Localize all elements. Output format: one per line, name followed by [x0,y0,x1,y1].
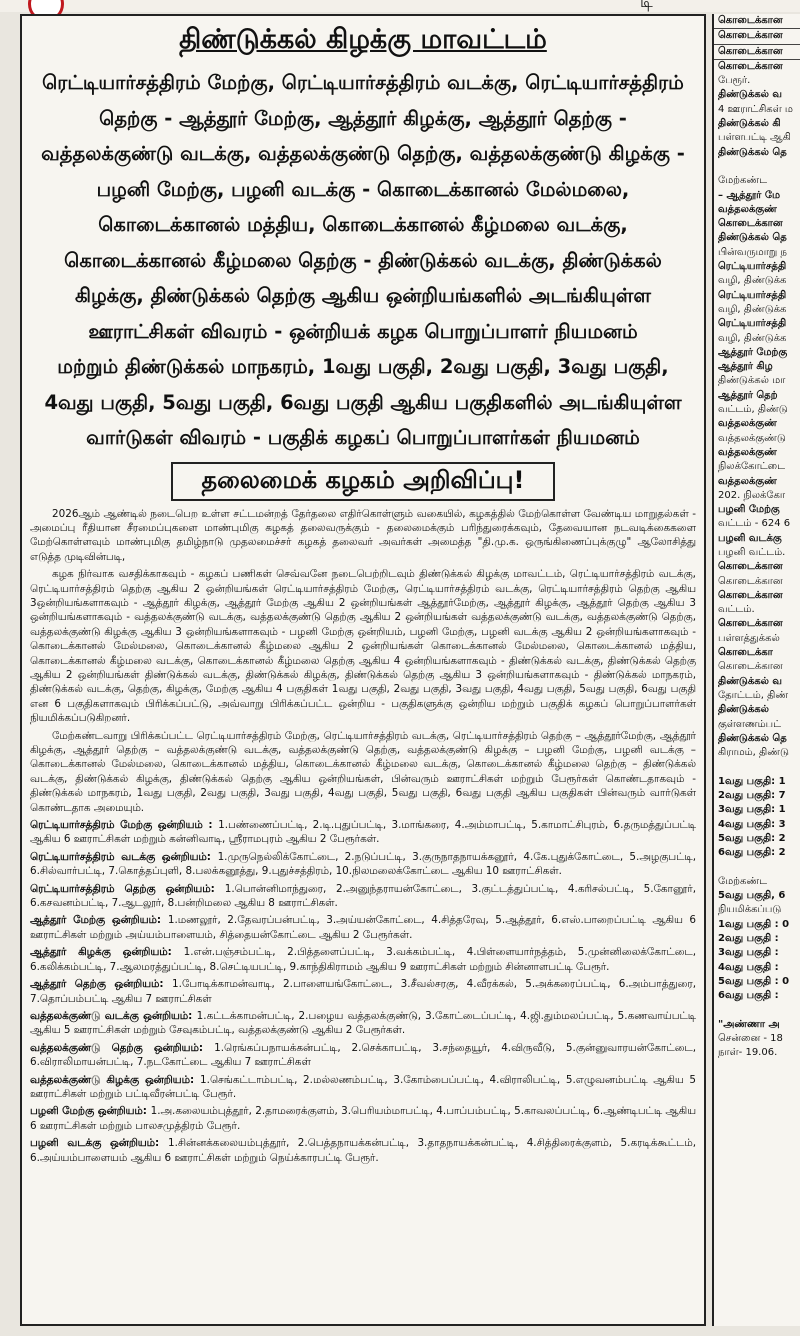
right-column-line: 202. நிலக்கோ [718,489,786,501]
right-column-line: திண்டுக்கல் [718,704,769,716]
right-column-line: கொடைக்கான [718,561,783,573]
union-name: வத்தலக்குண்டு தெற்கு ஒன்றியம்: [30,1041,215,1054]
union-entry [30,1104,696,1133]
right-column-line: 5வது பகுதி, 6 [718,890,786,902]
right-column-line: 4 ஊராட்சிகள் ம [718,103,793,115]
right-column-line: மேற்கண்ட [718,875,768,887]
right-column-line: வட்டம் - 624 6 [718,518,791,530]
union-entry [30,945,696,974]
union-villages: 1.கட்டக்காமன்பட்டி, 2.பழைய வத்தலக்குண்டு, 3.கோட்டைப்பட்டி, 4.ஜி.தும்மலப்பட்டி, 5.கணவாய்பட்டி ஆகிய 5 ஊராட்சிகள் மற்றும் சேவுகம்பட்டி, வத்தலக்குண்டு ஆகிய 2 பேரூர்கள். [30,1009,696,1037]
right-column-line: ரெட்டியார்சத்தி [718,318,787,330]
union-villages: 1.என்.பஞ்சம்பட்டி, 2.பித்தளைப்பட்டி, 3.வக்கம்பட்டி, 4.பிள்ளையார்நத்தம், 5.முன்னிலைக்கோட்டை, 6.கலிக்கம்பட்டி, 7.ஆலமரத்துப்பட்டி, 8.செட்டியபட்டி, 9.காந்திகிராமம் ஆகிய 9 ஊராட்சிகள் மற்றும் சின்னாளபட்டி பேரூர். [30,946,696,973]
right-column-line: கொடைக்கான [718,661,783,673]
right-column-line [714,760,800,774]
right-column-line [714,861,800,875]
union-entry [30,850,696,879]
union-villages: 1.முருநெல்லிக்கோட்டை, 2.நடுப்பட்டி, 3.குருநாதநாயக்கனூர், 4.கே.புதுக்கோட்டை, 5.அழகுபட்டி, 6.சில்வார்பட்டி, 7.கொத்தப்புளி, 8.பலக்கனூத்து, 9.புதுச்சத்திரம், 10.நிலமலைக்கோட்டை ஆகிய 10 ஊராட்சிகள். [30,850,696,878]
right-column-line: கொடைக்கான [714,14,800,29]
right-column-line [714,160,800,174]
union-villages: 1.பொன்னிமாந்துரை, 2.அனுந்தராயன்கோட்டை, 3.குட்டத்துப்பட்டி, 4.கரிசல்பட்டி, 5.கோனூர், 6.கசவனம்பட்டி, 7.ஆடலூர், 8.பன்றிமலை ஆகிய 8 ஊராட்சிகள். [30,882,696,910]
union-entry [30,882,696,911]
right-column-line: வத்தலக்குண் [718,475,777,487]
right-column-line: ஆத்தூர் கிழ [718,361,773,373]
right-column-line: வத்தலக்குண் [718,446,777,458]
union-name: ரெட்டியார்சத்திரம் தெற்கு ஒன்றியம்: [30,882,225,895]
right-column-line: நாள்- 19.06. [718,1047,778,1059]
right-column-line: ஆத்தூர் தெற் [718,389,778,401]
right-column-line: 5வது பகுதி: 2 [718,832,786,844]
union-villages: 1.சின்னக்கலையம்புத்தூர், 2.பெத்தநாயக்கன்பட்டி, 3.தாதநாயக்கன்பட்டி, 4.சித்திரைக்குளம், 5.கரடிக்கூட்டம், 6.அய்யம்பாளையம் ஆகிய 6 ஊராட்சிகள் மற்றும் நெய்க்காரபட்டி பேரூர். [30,1137,696,1164]
union-villages: 1.மணலூர், 2.தேவரப்பன்பட்டி, 3.அய்யன்கோட்டை, 4.சித்தரேவு, 5.ஆத்தூர், 6.எஸ்.பாறைப்பட்டி ஆகிய 6 ஊராட்சிகள் மற்றும் அய்யம்பாளையம், சித்தையன்கோட்டை ஆகிய 2 பேரூர்கள். [30,914,696,941]
right-column-line: வட்டம். [718,604,755,616]
union-villages: 1.அ.கலையம்புத்தூர், 2.தாமரைக்குளம், 3.பெரியம்மாபட்டி, 4.பாப்பம்பட்டி, 5.காவலப்பட்டி, 6.ஆண்டிபட்டி ஆகிய 6 ஊராட்சிகள் மற்றும் பாலசமுத்திரம் பேரூர். [30,1105,696,1132]
right-column-line: 1வது பகுதி: 1 [718,775,786,787]
right-column-line: 3வது பகுதி : [718,947,779,959]
announcement-panel [20,14,706,1326]
right-column-line: பள்ளபட்டி ஆகி [718,132,791,144]
union-entry [30,913,696,942]
right-column-line: கொடைக்கான [714,29,800,44]
right-column-line: வழி, திண்டுக்க [718,275,787,287]
right-column-line: திண்டுக்கல் தெ [718,232,787,244]
union-entry [30,1073,696,1102]
union-list [30,818,696,1165]
right-column-line: பள்ளத்துக்கல் [718,632,780,644]
right-column-line: "அண்ணா அ [718,1018,780,1030]
right-column-line: – ஆத்தூர் மே [718,189,781,201]
right-column-line: ஆத்தூர் மேற்கு [718,346,788,358]
union-villages: 1.ரெங்கப்பநாயக்கன்பட்டி, 2.செக்காபட்டி, 3.சந்தையூர், 4.விருவீடு, 5.குன்னுவாரயன்கோட்டை, 6.விராலிமாயன்பட்டி, 7.நடகோட்டை ஆகிய 7 ஊராட்சிகள் [30,1041,696,1069]
right-column-line: தோட்டம், திண் [718,689,789,701]
right-column-line: வழி, திண்டுக்க [718,303,787,315]
paragraph-intro: 2026ஆம் ஆண்டில் நடைபெற உள்ள சட்டமன்றத் தேர்தலை எதிர்கொள்ளும் வகையில், கழகத்தில் மேற்கொள்ள வேண்டிய மாறுதல்கள் - அமைப்பு ரீதியான சீரமைப்புகளை மாண்புமிகு கழகத் தலைவருக்கும் - தலைமைக்கும் பரிந்துரைக்கவும், தேவையான நடவடிக்கைகளை மேற்கொள்ளவும் மாண்புமிகு தமிழ்நாடு முதலமைச்சர் கழகத் தலைவர் அவர்கள் அமைத்த "தி.மு.க. ஒருங்கிணைப்புக்குழு" ஆலோசித்து எடுத்த முடிவின்படி, [30,507,696,563]
union-name: ஆத்தூர் தெற்கு ஒன்றியம்: [30,978,173,991]
notice-body [22,507,704,1165]
right-column-line: கொடைக்கான [718,218,783,230]
union-name: வத்தலக்குண்டு வடக்கு ஒன்றியம்: [30,1009,197,1022]
right-column-line: 2வது பகுதி: 7 [718,790,786,802]
right-column-line: கொடைக்கான [718,589,783,601]
right-column-line: வத்தலக்குண்டு [718,432,786,444]
right-column-line: நியமிக்கப்படு [718,904,782,916]
right-column-line: கொடைக்கான [718,618,783,630]
right-column-line: வழி, திண்டுக்க [718,332,787,344]
right-column-line: சென்னை - 18 [718,1033,783,1045]
union-name: பழனி வடக்கு ஒன்றியம்: [30,1137,168,1150]
right-column-line: ரெட்டியார்சத்தி [718,289,787,301]
right-column-line: 6வது பகுதி: 2 [718,847,786,859]
right-column-line: 2வது பகுதி : [718,933,779,944]
right-column-line: கொடைக்கான [714,45,800,60]
right-column-line [714,1003,800,1017]
right-column-line: பழனி வடக்கு [718,532,782,544]
paragraph-details: மேற்கண்டவாறு பிரிக்கப்பட்ட ரெட்டியார்சத்திரம் மேற்கு, ரெட்டியார்சத்திரம் வடக்கு, ரெட்டியார்சத்திரம் தெற்கு – ஆத்தூர்மேற்கு, ஆத்தூர் கிழக்கு, ஆத்தூர் தெற்கு – வத்தலக்குண்டு வடக்கு, வத்தலக்குண்டு தெற்கு, வத்தலக்குண்டு கிழக்கு – பழனி மேற்கு, பழனி வடக்கு – கொடைக்கானல் மேல்மலை, கொடைக்கானல் மத்திய, கொடைக்கானல் கீழ்மலை வடக்கு, கொடைக்கானல் கீழ்மலை தெற்கு – திண்டுக்கல் வடக்கு, திண்டுக்கல் கிழக்கு, திண்டுக்கல் தெற்கு ஆகிய ஒன்றியங்கள், பின்வரும் ஊராட்சிகள் மற்றும் பேரூர்கள் கொண்டதாகவும் - திண்டுக்கல் மாநகரம், 1வது பகுதி, 2வது பகுதி, 3வது பகுதி, 4வது பகுதி, 5வது பகுதி, 6வது பகுதி ஆகிய பகுதிகள் பின்வரும் வார்டுகள் கொண்டதாக அமையும். [30,729,696,814]
right-column-line: 3வது பகுதி: 1 [718,804,786,816]
right-column-line: கொடைக்கான [718,60,783,72]
right-column-line: பழனி மேற்கு [718,504,780,516]
headline-unions: ரெட்டியார்சத்திரம் மேற்கு, ரெட்டியார்சத்திரம் வடக்கு, ரெட்டியார்சத்திரம் தெற்கு - ஆத்தூர் மேற்கு, ஆத்தூர் கிழக்கு, ஆத்தூர் தெற்கு - வத்தலக்குண்டு வடக்கு, வத்தலக்குண்டு தெற்கு, வத்தலக்குண்டு கிழக்கு - பழனி மேற்கு, பழனி வடக்கு - கொடைக்கானல் மேல்மலை, கொடைக்கானல் மத்திய, கொடைக்கானல் கீழ்மலை வடக்கு, கொடைக்கானல் கீழ்மலை தெற்கு - திண்டுக்கல் வடக்கு, திண்டுக்கல் கிழக்கு, திண்டுக்கல் தெற்கு ஆகிய ஒன்றியங்களில் அடங்கியுள்ள ஊராட்சிகள் விவரம் - ஒன்றியக் கழக பொறுப்பாளர் நியமனம் [41,71,685,343]
union-entry [30,1136,696,1165]
union-name: ஆத்தூர் கிழக்கு ஒன்றியம்: [30,946,184,959]
right-column-line: 6வது பகுதி : [718,990,779,1002]
union-name: ரெட்டியார்சத்திரம் மேற்கு ஒன்றியம் : [30,819,219,832]
right-column-line: பின்வருமாறு ந [718,246,787,258]
right-column-line: ரெட்டியார்சத்தி [718,261,787,273]
union-entry [30,1041,696,1070]
right-column-line: பேரூர். [718,75,751,87]
right-column-clipped [712,14,800,1326]
right-column-line: குள்ளணம்பட் [718,718,782,730]
paragraph-restructure: கழக நிர்வாக வசதிக்காகவும் - கழகப் பணிகள் செவ்வனே நடைபெற்றிடவும் திண்டுக்கல் கிழக்கு மாவட்டம், ரெட்டியார்சத்திரம் வடக்கு, ரெட்டியார்சத்திரம் தெற்கு ஆகிய 2 ஒன்றியங்கள் ரெட்டியார்சத்திரம் மேற்கு, ரெட்டியார்சத்திரம் வடக்கு, ரெட்டியார்சத்திரம் தெற்கு ஆகிய 3ஒன்றியங்களாகவும் - ஆத்தூர் கிழக்கு, ஆத்தூர் மேற்கு ஆகிய 2 ஒன்றியங்கள் ஆத்தூர்மேற்கு, ஆத்தூர் கிழக்கு, ஆத்தூர் தெற்கு ஆகிய 3 ஒன்றியங்களாகவும் - வத்தலக்குண்டு வடக்கு, வத்தலக்குண்டு தெற்கு ஆகிய 2 ஒன்றியங்கள் வத்தலக்குண்டு வடக்கு, வத்தலக்குண்டு தெற்கு, வத்தலக்குண்டு கிழக்கு ஆகிய 3 ஒன்றியங்களாகவும் - பழனி மேற்கு ஒன்றியம், பழனி மேற்கு, பழனி வடக்கு ஆகிய 2 ஒன்றியங்களாகவும் - கொடைக்கானல் மேல்மலை, கொடைக்கானல் கீழ்மலை ஆகிய 2 ஒன்றியங்கள் கொடைக்கானல் மேல்மலை, கொடைக்கானல் மத்திய, கொடைக்கானல் கீழ்மலை வடக்கு, கொடைக்கானல் கீழ்மலை தெற்கு ஆகிய 4 ஒன்றியங்களாகவும் - திண்டுக்கல் வடக்கு, திண்டுக்கல் தெற்கு ஆகிய 2 ஒன்றியங்கள் திண்டுக்கல் வடக்கு, திண்டுக்கல் கிழக்கு, திண்டுக்கல் தெற்கு ஆகிய 3 ஒன்றியங்களாகவும் - திண்டுக்கல் மாநகரம், திண்டுக்கல் வடக்கு, தெற்கு, கிழக்கு, மேற்கு ஆகிய 4 பகுதிகள் 1வது பகுதி, 2வது பகுதி, 3வது பகுதி, 4வது பகுதி, 5வது பகுதி, 6வது பகுதி என 6 பகுதிகளாகவும் பிரிக்கப்பட்டு, அவ்வாறு பிரிக்கப்பட்ட ஒன்றிய - பகுதிகளுக்கு ஒன்றிய மற்றும் பகுதிக் கழகப் பொறுப்பாளர்கள் நியமிக்கப்படுகிறனர். [30,568,696,725]
right-column-line: 4வது பகுதி: 3 [718,818,786,830]
right-column-line: வட்டம், திண்டு [718,404,788,416]
announcement-box: தலைமைக் கழகம் அறிவிப்பு! [171,462,555,501]
right-column-line: திண்டுக்கல் வ [718,89,782,101]
right-column-line: வத்தலக்குண் [718,418,777,430]
district-title: திண்டுக்கல் கிழக்கு மாவட்டம் [179,24,547,55]
right-column-line: திண்டுக்கல் தெ [718,732,787,744]
right-column-line: 4வது பகுதி : [718,961,779,973]
union-entry [30,977,696,1006]
union-name: ரெட்டியார்சத்திரம் வடக்கு ஒன்றியம்: [30,850,218,863]
union-villages: 1.பண்ணைப்பட்டி, 2.டி.புதுப்பட்டி, 3.மாங்கரை, 4.அம்மாபட்டி, 5.காமாட்சிபுரம், 6.தருமத்துப்பட்டி ஆகிய 6 ஊராட்சிகள் மற்றும் கன்னிவாடி, ஸ்ரீராமபுரம் ஆகிய 2 பேரூர்கள். [30,819,696,846]
right-column-line: கிராமம், திண்டு [718,747,789,759]
right-column-line: வத்தலக்குண் [718,203,777,215]
right-column-line: கொடைக்கான [718,575,783,587]
union-villages: 1.போடிக்காமன்வாடி, 2.பாளையங்கோட்டை, 3.சீவல்சரகு, 4.வீரக்கல், 5.அக்கரைப்பட்டி, 6.அம்பாத்துரை, 7.தொப்பம்பட்டி ஆகிய 7 ஊராட்சிகள் [30,978,696,1005]
right-column-line: மேற்கண்ட [718,175,768,187]
right-column-line: திண்டுக்கல் கி [718,118,781,130]
union-entry [30,818,696,847]
masthead-glyph-icon: டி [640,0,653,11]
right-column-line: 1வது பகுதி : 0 [718,918,790,930]
right-column-line: திண்டுக்கல் தெ [718,146,787,158]
right-column-line: திண்டுக்கல் மா [718,375,786,387]
right-column-line: திண்டுக்கல் வ [718,675,782,687]
union-name: ஆத்தூர் மேற்கு ஒன்றியம்: [30,914,168,927]
headline-wards: மற்றும் திண்டுக்கல் மாநகரம், 1வது பகுதி, 2வது பகுதி, 3வது பகுதி, 4வது பகுதி, 5வது பகுதி, 6வது பகுதி ஆகிய பகுதிகளில் அடங்கியுள்ள வார்டுகள் விவரம் - பகுதிக் கழகப் பொறுப்பாளர்கள் நியமனம் [44,355,682,449]
union-entry [30,1009,696,1038]
right-column-line: 5வது பகுதி : 0 [718,975,790,987]
union-name: வத்தலக்குண்டு கிழக்கு ஒன்றியம்: [30,1073,201,1086]
right-column-line: பழனி வட்டம். [718,546,786,558]
union-name: பழனி மேற்கு ஒன்றியம்: [30,1105,151,1118]
union-villages: 1.செங்கட்டாம்பட்டி, 2.மல்லணம்பட்டி, 3.கோம்பைப்பட்டி, 4.விராலிபட்டி, 5.எழுவனம்பட்டி ஆகிய 5 ஊராட்சிகள் மற்றும் பட்டிவீரன்பட்டி பேரூர். [30,1073,696,1100]
right-column-line: நிலக்கோட்டை [718,461,786,473]
right-column-line: கொடைக்கா [718,647,773,659]
